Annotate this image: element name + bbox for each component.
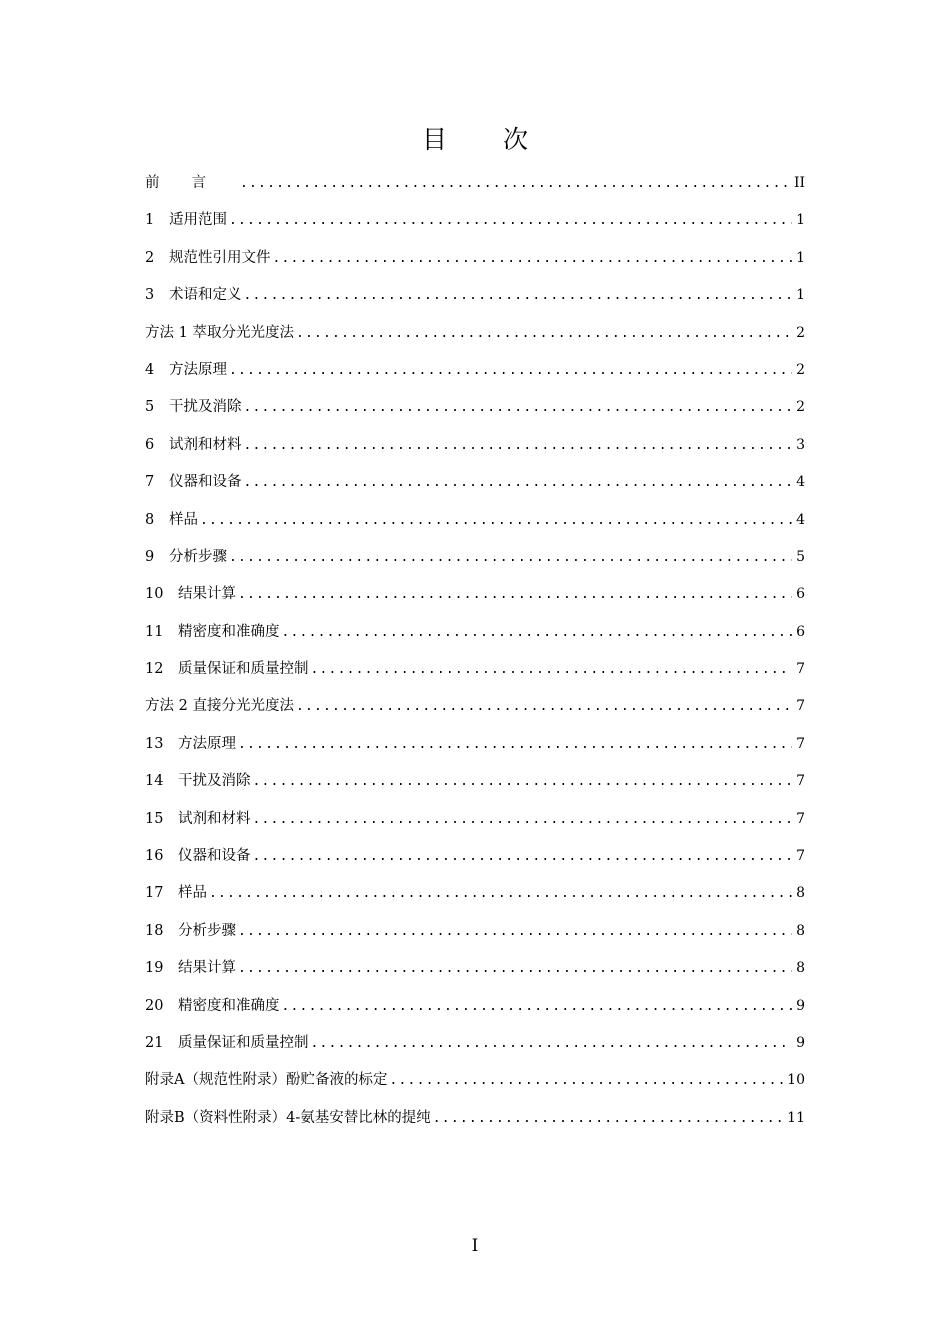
toc-entry-number: 4 bbox=[145, 361, 155, 378]
toc-entry[interactable] bbox=[145, 355, 805, 392]
toc-entry[interactable] bbox=[145, 878, 805, 915]
toc-entry[interactable] bbox=[145, 505, 805, 542]
toc-entry-page: 7 bbox=[796, 698, 805, 715]
toc-entry-label: 方法原理 bbox=[169, 361, 227, 378]
toc-entry-label: 分析步骤 bbox=[169, 548, 227, 565]
toc-entry-page: 7 bbox=[796, 735, 805, 752]
toc-entry[interactable] bbox=[145, 205, 805, 242]
toc-leader-dots bbox=[238, 917, 792, 947]
toc-entry[interactable] bbox=[145, 953, 805, 990]
toc-entry[interactable] bbox=[145, 691, 805, 728]
toc-leader-dots bbox=[229, 356, 792, 386]
toc-leader-dots bbox=[244, 393, 793, 423]
toc-entry-label: 方法 2 直接分光光度法 bbox=[145, 698, 294, 715]
toc-leader-dots bbox=[200, 506, 792, 536]
toc-entry[interactable] bbox=[145, 318, 805, 355]
toc-entry[interactable] bbox=[145, 991, 805, 1028]
toc-leader-dots bbox=[253, 767, 793, 797]
toc-entry-page: II bbox=[793, 175, 805, 191]
toc-entry[interactable] bbox=[145, 542, 805, 579]
toc-entry-label: 结果计算 bbox=[178, 960, 236, 977]
toc-entry[interactable] bbox=[145, 729, 805, 766]
toc-entry-number: 10 bbox=[145, 586, 164, 603]
toc-entry-number: 3 bbox=[145, 287, 155, 304]
toc-leader-dots bbox=[389, 1066, 783, 1096]
toc-leader-dots bbox=[296, 319, 792, 349]
toc-entry-label: 仪器和设备 bbox=[178, 848, 251, 865]
toc-entry-label: 规范性引用文件 bbox=[169, 249, 271, 266]
toc-leader-dots bbox=[282, 618, 793, 648]
toc-entry-label: 方法 1 萃取分光光度法 bbox=[145, 324, 294, 341]
toc-entry-page: 7 bbox=[796, 661, 805, 678]
toc-entry-page: 7 bbox=[796, 848, 805, 865]
toc-leader-dots bbox=[311, 655, 793, 685]
toc-entry-page: 1 bbox=[796, 212, 805, 229]
toc-entry-label: 样品 bbox=[169, 511, 198, 528]
toc-entry-label: 方法原理 bbox=[178, 735, 236, 752]
toc-entry-label: 质量保证和质量控制 bbox=[178, 1034, 309, 1051]
toc-entry-number: 18 bbox=[145, 922, 164, 939]
toc-entry[interactable] bbox=[145, 168, 805, 205]
toc-leader-dots bbox=[282, 992, 793, 1022]
toc-leader-dots bbox=[253, 805, 793, 835]
toc-entry[interactable] bbox=[145, 654, 805, 691]
toc-entry-number: 1 bbox=[145, 212, 155, 229]
toc-entry[interactable] bbox=[145, 1065, 805, 1102]
toc-leader-dots bbox=[238, 730, 792, 760]
toc-entry-label: 术语和定义 bbox=[169, 287, 242, 304]
page-title: 目 次 bbox=[422, 125, 552, 154]
toc-entry-number: 17 bbox=[145, 885, 164, 902]
toc-leader-dots bbox=[296, 692, 792, 722]
toc-entry-page: 10 bbox=[787, 1072, 805, 1089]
toc-entry-number: 21 bbox=[145, 1034, 164, 1051]
toc-entry-label: 适用范围 bbox=[169, 212, 227, 229]
toc-entry-number: 6 bbox=[145, 436, 155, 453]
toc-entry-number: 20 bbox=[145, 997, 164, 1014]
toc-entry-label: 干扰及消除 bbox=[169, 399, 242, 416]
toc-entry[interactable] bbox=[145, 766, 805, 803]
toc-entry-page: 7 bbox=[796, 810, 805, 827]
toc-entry-page: 9 bbox=[796, 1034, 805, 1051]
toc-entry-number: 2 bbox=[145, 249, 155, 266]
toc-leader-dots bbox=[433, 1104, 783, 1134]
toc-entry-number: 5 bbox=[145, 399, 155, 416]
toc-entry-number: 19 bbox=[145, 960, 164, 977]
toc-entry-page: 1 bbox=[796, 249, 805, 266]
toc-entry-label: 结果计算 bbox=[178, 586, 236, 603]
toc-leader-dots bbox=[273, 244, 793, 274]
toc-entry-number: 15 bbox=[145, 810, 164, 827]
toc-leader-dots bbox=[238, 954, 792, 984]
table-of-contents bbox=[145, 168, 805, 1140]
toc-leader-dots bbox=[229, 206, 792, 236]
toc-entry-page: 4 bbox=[796, 474, 805, 491]
toc-entry-page: 2 bbox=[796, 324, 805, 341]
toc-entry[interactable] bbox=[145, 1028, 805, 1065]
toc-leader-dots bbox=[311, 1029, 793, 1059]
toc-entry-label: 精密度和准确度 bbox=[178, 997, 280, 1014]
toc-leader-dots bbox=[253, 842, 793, 872]
toc-entry-number: 16 bbox=[145, 848, 164, 865]
toc-entry-page: 4 bbox=[796, 511, 805, 528]
toc-entry[interactable] bbox=[145, 804, 805, 841]
toc-entry-page: 9 bbox=[796, 997, 805, 1014]
toc-entry[interactable] bbox=[145, 430, 805, 467]
toc-leader-dots bbox=[209, 879, 792, 909]
toc-entry-page: 3 bbox=[796, 436, 805, 453]
toc-entry-page: 6 bbox=[796, 623, 805, 640]
toc-leader-dots bbox=[244, 281, 793, 311]
toc-entry-page: 8 bbox=[796, 960, 805, 977]
page-number: I bbox=[471, 1236, 479, 1256]
toc-entry-page: 7 bbox=[796, 773, 805, 790]
toc-entry[interactable] bbox=[145, 467, 805, 504]
toc-entry[interactable] bbox=[145, 841, 805, 878]
toc-entry-label: 仪器和设备 bbox=[169, 474, 242, 491]
toc-entry-number: 13 bbox=[145, 735, 164, 752]
toc-entry-page: 2 bbox=[796, 399, 805, 416]
toc-leader-dots bbox=[238, 580, 792, 610]
toc-entry[interactable] bbox=[145, 1103, 805, 1140]
toc-entry-label: 精密度和准确度 bbox=[178, 623, 280, 640]
toc-entry-label: 试剂和材料 bbox=[169, 436, 242, 453]
toc-entry-label: 前言 bbox=[145, 175, 238, 191]
toc-entry-label: 样品 bbox=[178, 885, 207, 902]
toc-entry-page: 11 bbox=[787, 1109, 805, 1126]
toc-entry[interactable] bbox=[145, 579, 805, 616]
toc-entry[interactable] bbox=[145, 916, 805, 953]
toc-entry-number: 8 bbox=[145, 511, 155, 528]
toc-entry-page: 8 bbox=[796, 885, 805, 902]
toc-entry[interactable] bbox=[145, 392, 805, 429]
toc-entry-number: 11 bbox=[145, 623, 164, 640]
toc-entry-label: 试剂和材料 bbox=[178, 810, 251, 827]
toc-entry[interactable] bbox=[145, 617, 805, 654]
toc-entry-page: 8 bbox=[796, 922, 805, 939]
toc-entry-page: 2 bbox=[796, 361, 805, 378]
toc-entry-label: 干扰及消除 bbox=[178, 773, 251, 790]
toc-entry-label: 附录B（资料性附录）4-氨基安替比林的提纯 bbox=[145, 1109, 431, 1126]
toc-entry-number: 14 bbox=[145, 773, 164, 790]
toc-entry-label: 附录A（规范性附录）酚贮备液的标定 bbox=[145, 1072, 388, 1089]
toc-leader-dots bbox=[240, 169, 790, 199]
toc-leader-dots bbox=[244, 431, 793, 461]
toc-entry-number: 7 bbox=[145, 474, 155, 491]
toc-entry[interactable] bbox=[145, 243, 805, 280]
toc-leader-dots bbox=[229, 543, 792, 573]
toc-entry-number: 9 bbox=[145, 548, 155, 565]
toc-entry-label: 分析步骤 bbox=[178, 922, 236, 939]
toc-entry-number: 12 bbox=[145, 661, 164, 678]
toc-entry-page: 6 bbox=[796, 586, 805, 603]
toc-leader-dots bbox=[244, 468, 793, 498]
toc-entry-label: 质量保证和质量控制 bbox=[178, 661, 309, 678]
toc-entry-page: 1 bbox=[796, 287, 805, 304]
toc-entry-page: 5 bbox=[796, 548, 805, 565]
toc-entry[interactable] bbox=[145, 280, 805, 317]
